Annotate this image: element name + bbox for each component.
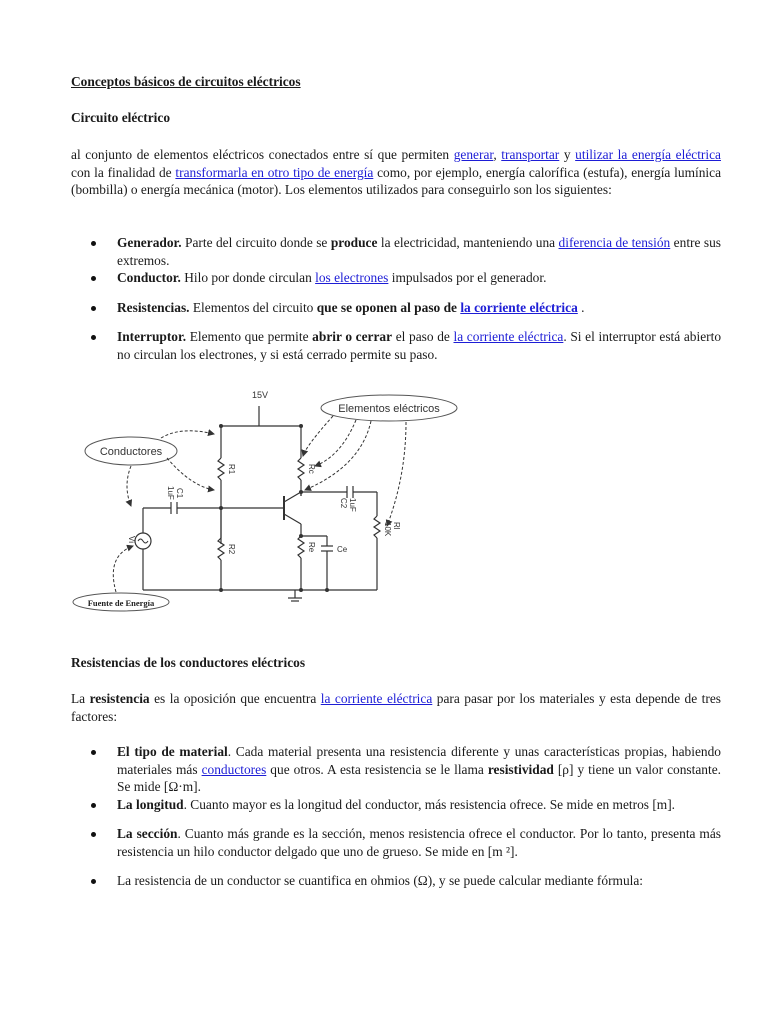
link-generar[interactable]: generar xyxy=(453,147,494,162)
text-run: . Cuanto más grande es la sección, menos resistencia ofrece el conductor. Por lo tanto, presenta más resistencia un hilo conductor delgado que uno de grueso. Se mide en [m ²]. xyxy=(117,826,721,859)
text-run: que otros. A esta resistencia se le llama xyxy=(266,761,488,777)
link-corriente-electrica[interactable]: la corriente eléctrica xyxy=(460,299,578,315)
bullet-dot xyxy=(91,306,96,311)
label-rl: Rl xyxy=(392,522,401,530)
elements-list xyxy=(71,234,721,363)
bullet-dot xyxy=(91,879,96,884)
label-r2: R2 xyxy=(227,544,236,555)
list-item-tipo-material xyxy=(71,743,721,796)
term: resistividad xyxy=(487,761,554,777)
section-heading-resistencias: Resistencias de los conductores eléctricos xyxy=(71,655,306,670)
text-run: La xyxy=(71,691,90,706)
link-electrones[interactable]: los electrones xyxy=(315,270,389,285)
link-diferencia-tension[interactable]: diferencia de tensión xyxy=(558,235,671,250)
label-c2: C2 xyxy=(339,498,348,509)
label-r1: R1 xyxy=(227,464,236,475)
text-run: Parte del circuito donde se xyxy=(181,235,331,250)
term: que se oponen al paso de xyxy=(316,299,461,315)
text-run: entre sus extremos. xyxy=(117,235,721,268)
text-run: y xyxy=(559,147,576,162)
bullet-dot xyxy=(91,750,96,755)
list-item-formula xyxy=(71,872,721,890)
term: El tipo de material xyxy=(117,744,228,759)
list-item-resistencias xyxy=(71,299,721,317)
label-c1-value: 1uF xyxy=(166,486,175,500)
resistance-intro-paragraph xyxy=(71,690,721,725)
text-run: . xyxy=(577,299,585,315)
term: Interruptor. xyxy=(117,329,187,344)
link-conductores[interactable]: conductores xyxy=(201,761,267,777)
list-item-seccion xyxy=(71,825,721,860)
text-run: al conjunto de elementos eléctricos conectados entre sí que permiten xyxy=(71,147,454,162)
callout-source-label: Fuente de Energía xyxy=(87,598,155,608)
bullet-dot xyxy=(91,832,96,837)
circuit-diagram xyxy=(71,386,461,614)
link-utilizar-energia[interactable]: utilizar la energía eléctrica xyxy=(575,147,721,162)
label-ce: Ce xyxy=(337,545,348,554)
term: resistencia xyxy=(89,691,150,706)
bullet-dot xyxy=(91,803,96,808)
link-corriente-electrica[interactable]: la corriente eléctrica xyxy=(320,691,433,706)
ac-source-icon xyxy=(138,539,148,543)
list-item-conductor xyxy=(71,269,721,287)
text-run: la electricidad, manteniendo una xyxy=(377,235,559,250)
text-run: Hilo por donde circulan xyxy=(180,270,316,285)
term: Resistencias. xyxy=(117,299,190,315)
term: abrir o cerrar xyxy=(312,329,393,344)
label-c1: C1 xyxy=(175,488,184,499)
term: produce xyxy=(330,235,378,250)
text-run: con la finalidad de xyxy=(71,164,176,180)
text-run: . Si el interruptor está abierto no circulan los electrones, y si está cerrado permite su paso. xyxy=(117,329,722,362)
text-run: es la oposición que encuentra xyxy=(149,691,321,706)
text-run: para pasar por los materiales y esta depende de tres factores: xyxy=(71,691,721,724)
bullet-dot xyxy=(91,241,96,246)
list-item-interruptor xyxy=(71,328,721,363)
text-run: Elementos del circuito xyxy=(189,299,317,315)
label-re: Re xyxy=(307,542,316,553)
section-heading-circuito: Circuito eléctrico xyxy=(71,110,171,125)
circuit-schematic xyxy=(71,386,461,614)
callout-conductors-label: Conductores xyxy=(99,446,163,458)
bullet-dot xyxy=(91,276,96,281)
link-transportar[interactable]: transportar xyxy=(501,147,560,162)
text-run: , xyxy=(493,147,502,162)
link-transformarla[interactable]: transformarla en otro tipo de energía xyxy=(175,164,374,180)
term: La sección xyxy=(117,826,178,841)
text-run: . Cuanto mayor es la longitud del conductor, más resistencia ofrece. Se mide en metros [m]. xyxy=(183,796,676,812)
text-run: Elemento que permite xyxy=(186,329,313,344)
text-run: . Cada material presenta una resistencia diferente y unas características propias, habiendo materiales más xyxy=(117,744,721,777)
bullet-dot xyxy=(91,335,96,340)
text-run: [ρ] y tiene un valor constante. Se mide [Ω·m]. xyxy=(117,761,721,794)
label-rc: Rc xyxy=(307,464,316,474)
callout-elements-label: Elementos eléctricos xyxy=(338,403,440,415)
term: La longitud xyxy=(117,796,184,812)
label-supply: 15V xyxy=(252,390,269,400)
label-vi: Vi xyxy=(127,536,136,543)
text-run: el paso de xyxy=(392,329,454,344)
list-item-longitud xyxy=(71,796,721,814)
text-run: La resistencia de un conductor se cuantifica en ohmios (Ω), y se puede calcular mediante fórmula: xyxy=(117,873,644,888)
text-run: como, por ejemplo, energía calorífica (estufa), energía lumínica (bombilla) o energía mecánica (motor). Los elementos utilizados para conseguirlo son los siguientes: xyxy=(71,164,722,197)
factors-list xyxy=(71,743,721,890)
document-title: Conceptos básicos de circuitos eléctricos xyxy=(71,74,301,89)
list-item-generador xyxy=(71,234,721,269)
text-run: impulsados por el generador. xyxy=(388,270,547,285)
term: Generador. xyxy=(117,235,182,250)
link-corriente-electrica[interactable]: la corriente eléctrica xyxy=(453,329,564,344)
label-rl-value: 10K xyxy=(383,522,392,537)
term: Conductor. xyxy=(117,270,181,285)
intro-paragraph xyxy=(71,146,721,199)
label-c2-value: 1uF xyxy=(348,498,357,512)
